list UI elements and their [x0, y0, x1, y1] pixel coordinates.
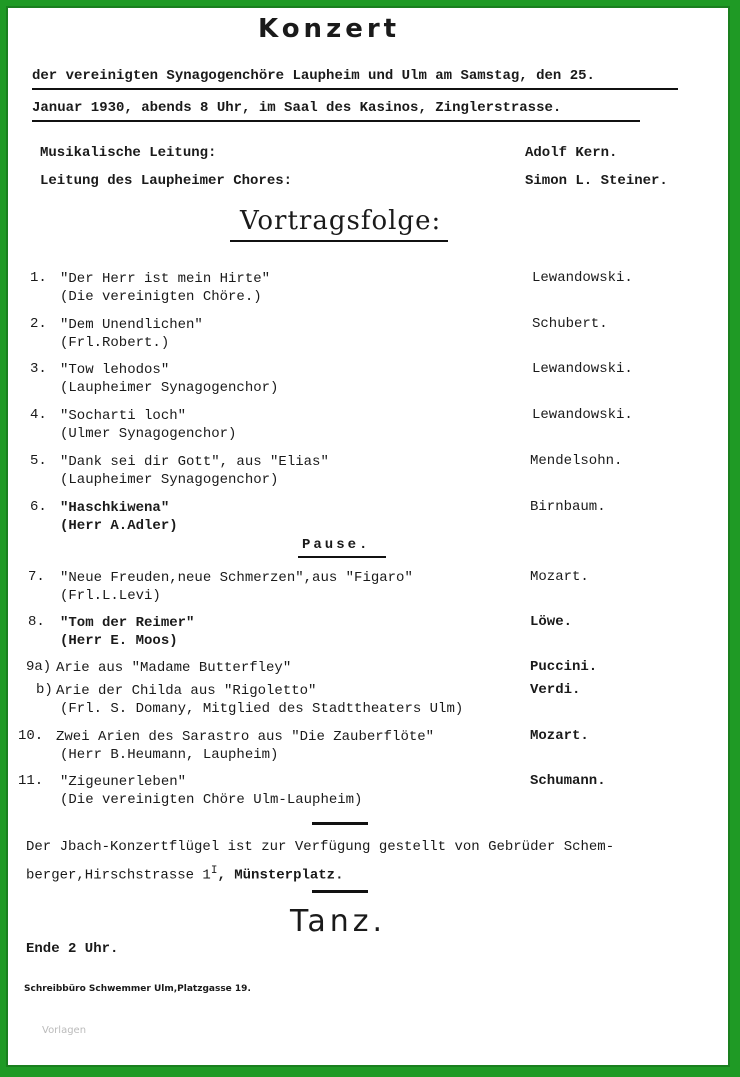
piano-note-line-2	[26, 860, 343, 887]
item-composer: Verdi.	[530, 682, 581, 698]
item-number: 10.	[18, 728, 44, 744]
separator-dash	[312, 822, 368, 825]
item-title: "Der Herr ist mein Hirte"	[60, 271, 271, 287]
item-composer: Lewandowski.	[532, 361, 633, 377]
program-heading: Vortragsfolge:	[240, 206, 442, 236]
leadership-label-2: Leitung des Laupheimer Chores:	[40, 173, 293, 189]
item-title: "Zigeunerleben"	[60, 774, 187, 790]
item-performer: (Herr E. Moos)	[60, 633, 178, 649]
item-title: "Socharti loch"	[60, 408, 187, 424]
concert-program-page	[6, 6, 730, 1067]
item-title: "Dem Unendlichen"	[60, 317, 203, 333]
item-composer: Puccini.	[530, 659, 598, 675]
item-composer: Mendelsohn.	[530, 453, 623, 469]
item-composer: Löwe.	[530, 614, 573, 630]
piano-note-line-1: Der Jbach-Konzertflügel ist zur Verfügung gestellt von Gebrüder Schem-	[26, 839, 615, 855]
item-number: 8.	[28, 614, 45, 630]
intro-underline-2	[32, 120, 640, 122]
watermark: Vorlagen	[42, 1025, 87, 1036]
item-number: 7.	[28, 569, 45, 585]
item-number: 4.	[30, 407, 47, 423]
item-title: "Dank sei dir Gott", aus "Elias"	[60, 454, 329, 470]
item-number: 2.	[30, 316, 47, 332]
item-composer: Schubert.	[532, 316, 608, 332]
item-composer: Lewandowski.	[532, 270, 633, 286]
leadership-name-1: Adolf Kern.	[525, 145, 618, 161]
piano-note-sup: I	[210, 865, 218, 877]
item-performer: (Laupheimer Synagogenchor)	[60, 472, 279, 488]
item-performer: (Laupheimer Synagogenchor)	[60, 380, 279, 396]
item-number: 3.	[30, 361, 47, 377]
item-title: Arie der Childa aus "Rigoletto"	[56, 683, 317, 699]
piano-note-address: berger,Hirschstrasse 1	[26, 867, 211, 884]
intro-line-1: der vereinigten Synagogenchöre Laupheim und Ulm am Samstag, den 25.	[32, 68, 595, 84]
item-title: Zwei Arien des Sarastro aus "Die Zauberflöte"	[56, 729, 435, 745]
item-composer: Lewandowski.	[532, 407, 633, 423]
piano-note-place: , Münsterplatz.	[217, 867, 344, 884]
item-number: b)	[36, 682, 53, 698]
item-performer: (Herr A.Adler)	[60, 518, 178, 534]
item-title: Arie aus "Madame Butterfley"	[56, 660, 292, 676]
item-title: "Haschkiwena"	[60, 500, 170, 516]
item-composer: Schumann.	[530, 773, 606, 789]
item-number: 1.	[30, 270, 47, 286]
printer-credit: Schreibbüro Schwemmer Ulm,Platzgasse 19.	[24, 984, 251, 994]
item-number: 5.	[30, 453, 47, 469]
item-composer: Mozart.	[530, 728, 589, 744]
pause-label: Pause.	[302, 537, 371, 553]
pause-underline	[298, 556, 386, 558]
item-composer: Mozart.	[530, 569, 589, 585]
item-title: "Tow lehodos"	[60, 362, 170, 378]
program-heading-underline	[230, 240, 448, 242]
leadership-label-1: Musikalische Leitung:	[40, 145, 217, 161]
item-number: 6.	[30, 499, 47, 515]
item-performer: (Ulmer Synagogenchor)	[60, 426, 237, 442]
item-performer: (Die vereinigten Chöre.)	[60, 289, 262, 305]
item-performer: (Die vereinigten Chöre Ulm-Laupheim)	[60, 792, 363, 808]
item-performer: (Frl.L.Levi)	[60, 588, 161, 604]
item-number: 11.	[18, 773, 44, 789]
tanz-heading: Tanz.	[290, 904, 387, 939]
intro-underline-1	[32, 88, 678, 90]
item-performer: (Herr B.Heumann, Laupheim)	[60, 747, 279, 763]
item-composer: Birnbaum.	[530, 499, 606, 515]
item-number: 9a)	[26, 659, 52, 675]
end-time: Ende 2 Uhr.	[26, 941, 119, 957]
separator-dash	[312, 890, 368, 893]
item-title: "Tom der Reimer"	[60, 615, 195, 631]
page-title: Konzert	[258, 14, 401, 44]
leadership-name-2: Simon L. Steiner.	[525, 173, 668, 189]
item-title: "Neue Freuden,neue Schmerzen",aus "Figaro"	[60, 570, 413, 586]
item-performer: (Frl. S. Domany, Mitglied des Stadttheaters Ulm)	[60, 701, 464, 717]
intro-line-2: Januar 1930, abends 8 Uhr, im Saal des Kasinos, Zinglerstrasse.	[32, 100, 562, 116]
item-performer: (Frl.Robert.)	[60, 335, 170, 351]
